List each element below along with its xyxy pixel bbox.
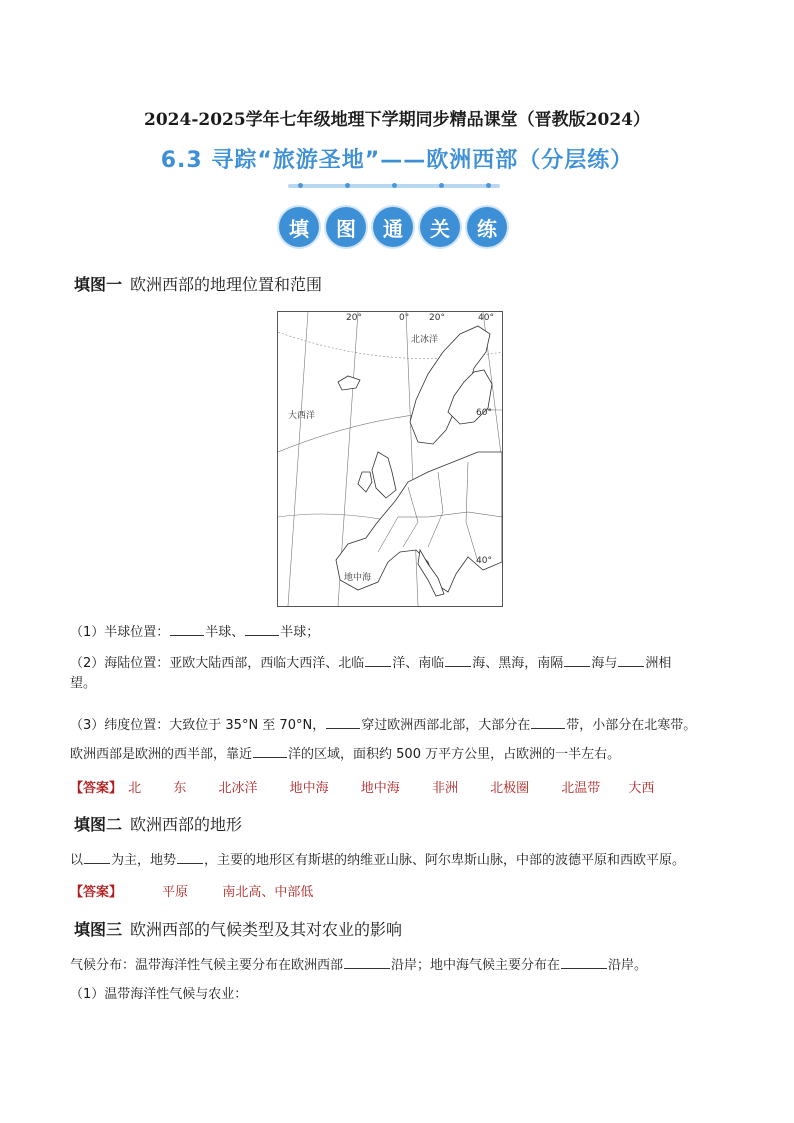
fill-blank[interactable] bbox=[253, 743, 287, 758]
question-1 bbox=[70, 621, 730, 643]
fill-blank[interactable] bbox=[177, 849, 203, 864]
map-tick: 60° bbox=[476, 408, 492, 418]
question-2 bbox=[70, 652, 730, 694]
section-2-question bbox=[70, 849, 730, 871]
section-label: 填图一 bbox=[74, 275, 123, 294]
section-name: 欧洲西部的地形 bbox=[130, 815, 243, 834]
fill-blank[interactable] bbox=[84, 849, 110, 864]
map-tick: 20° bbox=[346, 313, 362, 323]
map-label-med: 地中海 bbox=[344, 573, 372, 583]
question-3b bbox=[70, 743, 730, 765]
decorative-dot bbox=[486, 183, 491, 188]
section-name: 欧洲西部的气候类型及其对农业的影响 bbox=[130, 920, 403, 939]
q-text: （3）纬度位置：大致位于 35°N 至 70°N， bbox=[70, 718, 326, 733]
section-2-title bbox=[74, 812, 242, 835]
fill-blank[interactable] bbox=[245, 621, 279, 636]
europe-map bbox=[277, 311, 503, 607]
map-tick: 40° bbox=[476, 556, 492, 566]
section-label: 填图二 bbox=[74, 815, 123, 834]
fill-blank[interactable] bbox=[170, 621, 204, 636]
answer-item: 南北高、中部低 bbox=[222, 885, 314, 900]
section-label: 填图三 bbox=[74, 920, 123, 939]
q-text: （1）半球位置： bbox=[70, 625, 170, 640]
answer-tag: 【答案】 bbox=[70, 885, 123, 900]
fill-blank[interactable] bbox=[531, 714, 565, 729]
badge-char: 图 bbox=[326, 207, 366, 247]
answer-row-2 bbox=[70, 881, 313, 900]
fill-blank[interactable] bbox=[326, 714, 360, 729]
q-text: 沿岸；地中海气候主要分布在 bbox=[391, 958, 561, 973]
badge-char: 通 bbox=[373, 207, 413, 247]
q-text: （2）海陆位置：亚欧大陆西部，西临大西洋、北临 bbox=[70, 656, 365, 671]
map-label-arctic: 北冰洋 bbox=[411, 335, 439, 345]
answer-item: 平原 bbox=[162, 885, 189, 900]
map-tick: 40° bbox=[478, 313, 494, 323]
q-text: 气候分布：温带海洋性气候主要分布在欧洲西部 bbox=[70, 958, 344, 973]
q-text: 半球； bbox=[280, 625, 320, 640]
question-3 bbox=[70, 714, 730, 736]
fill-blank[interactable] bbox=[564, 652, 590, 667]
map-tick: 0° bbox=[399, 313, 410, 323]
q-text: 洋的区域，面积约 500 万平方公里，占欧洲的一半左右。 bbox=[288, 747, 621, 762]
badge-char: 关 bbox=[420, 207, 460, 247]
fill-blank[interactable] bbox=[344, 954, 390, 969]
answer-item: 地中海 bbox=[289, 781, 329, 796]
answer-item: 东 bbox=[173, 781, 187, 796]
decorative-dot bbox=[392, 183, 397, 188]
fill-blank[interactable] bbox=[445, 652, 471, 667]
q-text: 海、黑海，南隔 bbox=[472, 656, 564, 671]
map-graphic bbox=[278, 312, 502, 606]
section-name: 欧洲西部的地理位置和范围 bbox=[130, 275, 323, 294]
decorative-dot bbox=[439, 183, 444, 188]
q-text: 洋、南临 bbox=[392, 656, 445, 671]
section-1-title bbox=[74, 272, 322, 295]
q-text: 洲相 bbox=[645, 656, 672, 671]
section-3-question bbox=[70, 954, 730, 976]
answer-item: 北温带 bbox=[561, 781, 601, 796]
fill-blank[interactable] bbox=[618, 652, 644, 667]
q-text: 望。 bbox=[70, 676, 97, 691]
q-text: 为主，地势 bbox=[111, 853, 177, 868]
q-text: 半球、 bbox=[205, 625, 245, 640]
badge-char: 填 bbox=[279, 207, 319, 247]
badge-char: 练 bbox=[467, 207, 507, 247]
answer-row-1 bbox=[70, 777, 654, 796]
answer-item: 地中海 bbox=[360, 781, 400, 796]
answer-item: 大西 bbox=[628, 781, 655, 796]
decorative-dot bbox=[345, 183, 350, 188]
fill-blank[interactable] bbox=[365, 652, 391, 667]
answer-tag: 【答案】 bbox=[70, 781, 123, 796]
q-text: ，主要的地形区有斯堪的纳维亚山脉、阿尔卑斯山脉，中部的波德平原和西欧平原。 bbox=[204, 853, 686, 868]
q-text: 欧洲西部是欧洲的西半部，靠近 bbox=[70, 747, 253, 762]
practice-badges bbox=[279, 207, 507, 247]
section-3-title bbox=[74, 917, 402, 940]
decorative-dot bbox=[298, 183, 303, 188]
q-text: 沿岸。 bbox=[608, 958, 648, 973]
q-text: 以 bbox=[70, 853, 84, 868]
q-text: 海与 bbox=[591, 656, 618, 671]
series-title: 2024-2025学年七年级地理下学期同步精品课堂（晋教版2024） bbox=[144, 110, 650, 130]
answer-item: 北冰洋 bbox=[218, 781, 258, 796]
q-text: 穿过欧洲西部北部，大部分在 bbox=[361, 718, 531, 733]
fill-blank[interactable] bbox=[561, 954, 607, 969]
answer-item: 北 bbox=[128, 781, 142, 796]
section-3-sub1: （1）温带海洋性气候与农业： bbox=[70, 987, 248, 1002]
answer-item: 非洲 bbox=[431, 781, 458, 796]
map-tick: 20° bbox=[429, 313, 445, 323]
lesson-title: 6.3 寻踪“旅游圣地”——欧洲西部（分层练） bbox=[160, 148, 634, 173]
answer-item: 北极圈 bbox=[490, 781, 530, 796]
map-label-atlantic: 大西洋 bbox=[288, 411, 316, 421]
q-text: 带，小部分在北寒带。 bbox=[566, 718, 697, 733]
